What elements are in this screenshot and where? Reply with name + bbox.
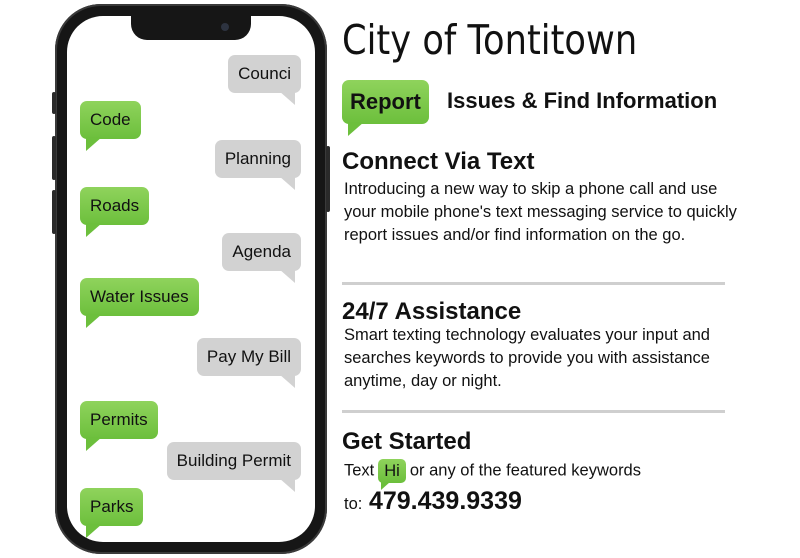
- keyword-bubble-roads[interactable]: Roads: [80, 187, 149, 225]
- phone-notch: [131, 16, 251, 40]
- text-prefix: Text: [344, 461, 375, 480]
- text-suffix: or any of the featured keywords: [409, 461, 641, 480]
- keyword-bubble-building-permit[interactable]: Building Permit: [167, 442, 301, 480]
- assistance-description: Smart texting technology evaluates your input and searches keywords to provide you with assistance anytime, day or night.: [344, 326, 710, 390]
- phone-volume-up-button: [52, 136, 56, 180]
- keyword-bubble-permits[interactable]: Permits: [80, 401, 158, 439]
- phone-number[interactable]: 479.439.9339: [368, 487, 522, 515]
- get-started-instruction: [344, 459, 641, 483]
- phone-power-button: [326, 146, 330, 212]
- keyword-bubble-code[interactable]: Code: [80, 101, 141, 139]
- keyword-bubble-parks[interactable]: Parks: [80, 488, 143, 526]
- connect-description: Introducing a new way to skip a phone call and use your mobile phone's text messaging service to quickly report issues and/or find information on the go.: [344, 180, 737, 244]
- keyword-bubble-water-issues[interactable]: Water Issues: [80, 278, 199, 316]
- keyword-bubble-agenda[interactable]: Agenda: [222, 233, 301, 271]
- phone-screen: [67, 16, 315, 542]
- page-title: City of Tontitown: [342, 16, 638, 64]
- connect-heading: Connect Via Text: [342, 148, 535, 175]
- keyword-bubble-planning[interactable]: Planning: [215, 140, 301, 178]
- keyword-bubble-pay-my-bill[interactable]: Pay My Bill: [197, 338, 301, 376]
- phone-mockup: [55, 4, 327, 554]
- get-started-heading: Get Started: [342, 428, 472, 455]
- section-divider: [342, 282, 725, 285]
- phone-silent-switch: [52, 92, 56, 114]
- report-badge: Report: [342, 80, 429, 124]
- camera-icon: [221, 23, 229, 31]
- keyword-hi-badge: Hi: [378, 459, 406, 483]
- get-started-phone-line: [344, 487, 522, 516]
- page-subtitle: Issues & Find Information: [447, 88, 718, 113]
- keyword-bubble-council[interactable]: Counci: [228, 55, 301, 93]
- phone-volume-down-button: [52, 190, 56, 234]
- to-label: to:: [344, 495, 363, 513]
- assistance-heading: 24/7 Assistance: [342, 298, 522, 325]
- section-divider: [342, 410, 725, 413]
